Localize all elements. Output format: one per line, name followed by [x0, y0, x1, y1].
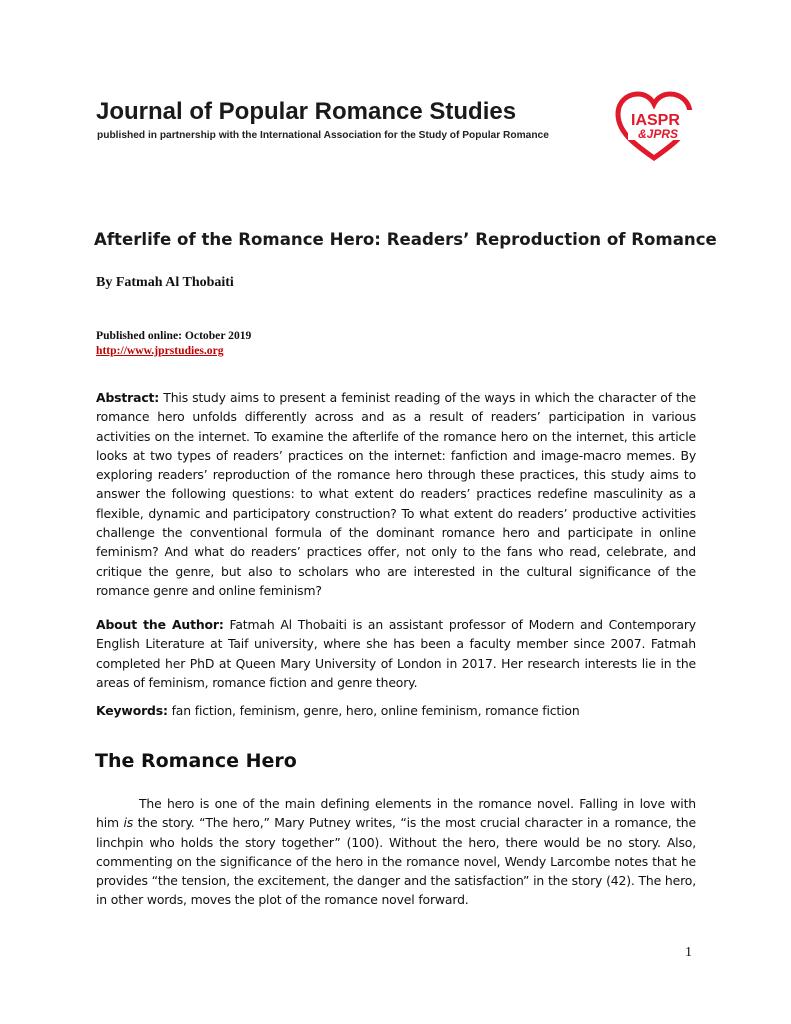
section-heading: The Romance Hero	[95, 750, 297, 772]
abstract-label: Abstract:	[96, 390, 160, 405]
keywords-text: fan fiction, feminism, genre, hero, online feminism, romance fiction	[167, 703, 580, 718]
page-number: 1	[685, 945, 692, 960]
logo-text-iaspr: IASPR	[631, 112, 680, 129]
journal-title: Journal of Popular Romance Studies	[96, 98, 517, 125]
body-text-part2: the story. “The hero,” Mary Putney writes, “is the most crucial character in a romance, the linchpin who holds the story together” (100). Without the hero, there would be no story. Also, commenting on the significance of the hero in the romance novel, Wendy Larcombe notes that he provides “the tension, the excitement, the danger and the satisfaction” in the story (42). The hero, in other words, moves the plot of the romance novel forward.	[96, 815, 696, 908]
published-date: Published online: October 2019	[96, 329, 252, 342]
keywords-paragraph	[96, 701, 696, 720]
about-author-label: About the Author:	[96, 617, 224, 632]
iaspr-jprs-logo	[614, 90, 694, 162]
journal-subtitle: published in partnership with the International Association for the Study of Popular Romance	[97, 130, 549, 141]
keywords-label: Keywords:	[96, 703, 168, 718]
author-byline: By Fatmah Al Thobaiti	[96, 275, 234, 290]
body-paragraph	[96, 794, 696, 910]
body-text-part1: The hero is one of the main defining elements in the romance novel. Falling in love with him	[96, 796, 696, 831]
journal-url-link[interactable]: http://www.jprstudies.org	[96, 344, 224, 357]
body-text-italic: is	[123, 815, 134, 831]
article-title: Afterlife of the Romance Hero: Readers’ Reproduction of Romance	[94, 230, 717, 249]
abstract-text: This study aims to present a feminist reading of the ways in which the character of the romance hero unfolds differently across and as a result of readers’ participation in various activities on the internet. To examine the afterlife of the romance hero on the internet, this article looks at two types of readers’ practices on the internet: fanfiction and image-macro memes. By exploring readers’ reproduction of the romance hero through these practices, this study aims to answer the following questions: to what extent do readers’ practices redefine masculinity as a flexible, dynamic and participatory construction? To what extent do readers’ productive activities challenge the conventional formula of the dominant romance hero and participate in online feminism? And what do readers’ practices offer, not only to the fans who read, celebrate, and critique the genre, but also to scholars who are interested in the cultural significance of the romance genre and online feminism?	[96, 390, 696, 598]
logo-text-jprs: &JPRS	[638, 127, 679, 141]
about-author-text: Fatmah Al Thobaiti is an assistant professor of Modern and Contemporary English Literature at Taif university, where she has been a faculty member since 2007. Fatmah completed her PhD at Queen Mary University of London in 2017. Her research interests lie in the areas of feminism, romance fiction and genre theory.	[96, 617, 696, 690]
about-author-paragraph	[96, 615, 696, 692]
abstract-paragraph	[96, 388, 696, 600]
